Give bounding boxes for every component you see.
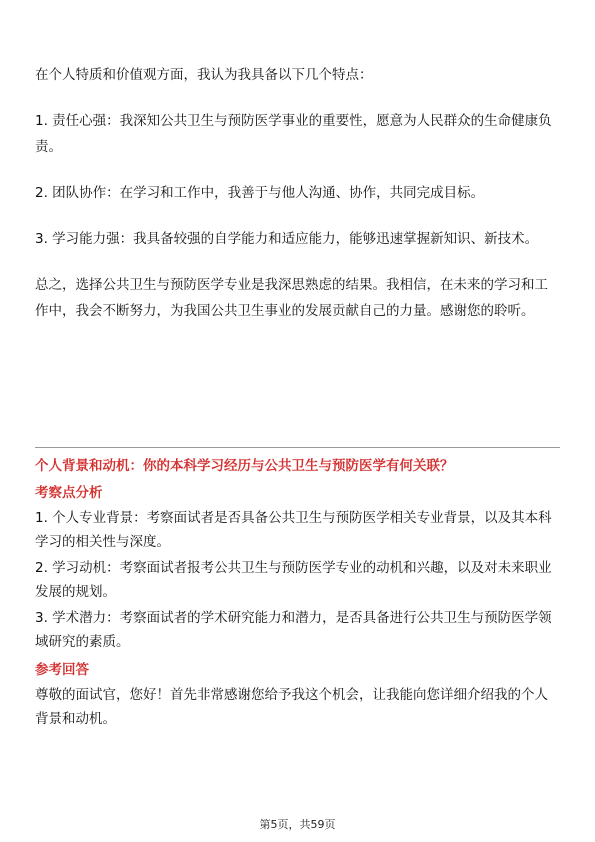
trait-item-responsibility: 1. 责任心强：我深知公共卫生与预防医学事业的重要性，愿意为人民群众的生命健康负责。 [35,113,552,155]
lower-content [35,455,560,731]
analysis-item-background: 1. 个人专业背景：考察面试者是否具备公共卫生与预防医学相关专业背景，以及其本科学习的相关性与深度。 [35,510,552,550]
page-footer: 第5页，共59页 [259,818,336,831]
conclusion-paragraph: 总之，选择公共卫生与预防医学专业是我深思熟虑的结果。我相信，在未来的学习和工作中，我会不断努力，为我国公共卫生事业的发展贡献自己的力量。感谢您的聆听。 [35,277,548,319]
intro-paragraph: 在个人特质和价值观方面，我认为我具备以下几个特点： [35,67,373,83]
analysis-item-motivation: 2. 学习动机：考察面试者报考公共卫生与预防医学专业的动机和兴趣，以及对未来职业发展的规划。 [35,560,552,600]
section-divider [35,447,560,448]
analysis-heading: 考察点分析 [35,485,103,501]
answer-heading: 参考回答 [35,662,89,678]
trait-item-learning: 3. 学习能力强：我具备较强的自学能力和适应能力，能够迅速掌握新知识、新技术。 [35,231,539,247]
trait-item-teamwork: 2. 团队协作：在学习和工作中，我善于与他人沟通、协作，共同完成目标。 [35,185,485,201]
upper-content [35,62,560,324]
analysis-item-potential: 3. 学术潜力：考察面试者的学术研究能力和潜力，是否具备进行公共卫生与预防医学领域研究的素质。 [35,610,552,650]
answer-text: 尊敬的面试官，您好！首先非常感谢您给予我这个机会，让我能向您详细介绍我的个人背景和动机。 [35,687,548,727]
question-title: 个人背景和动机：你的本科学习经历与公共卫生与预防医学有何关联？ [35,458,454,474]
